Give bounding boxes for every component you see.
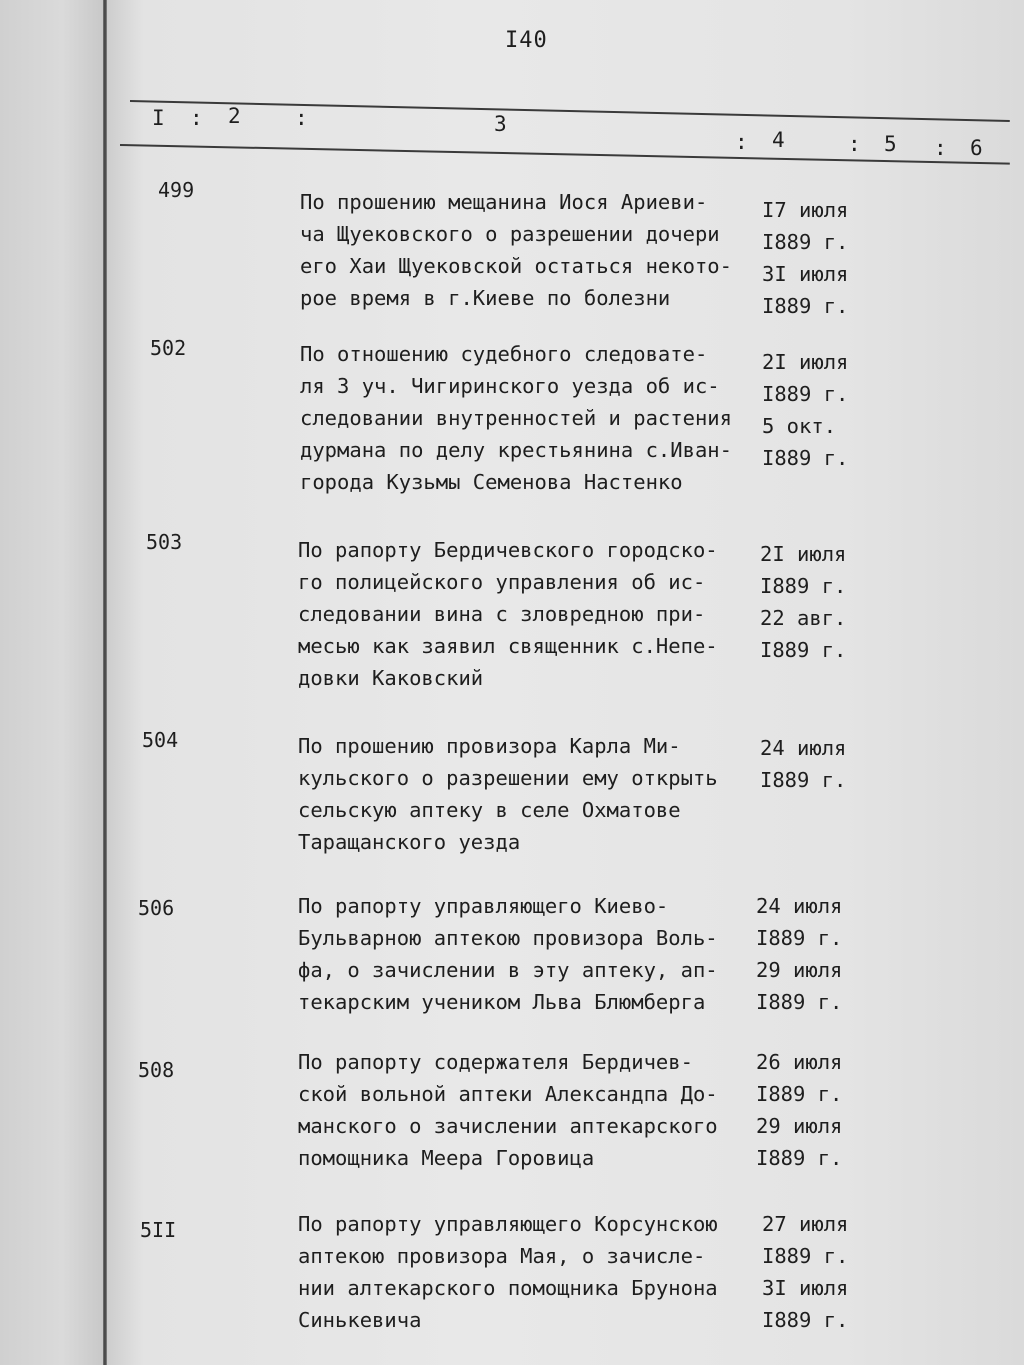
- date-line: 29 июля: [756, 1114, 843, 1138]
- column-separator: :: [295, 106, 308, 130]
- date-line: 26 июля: [756, 1050, 843, 1074]
- description-line: следовании вина с зловредною при-: [298, 602, 706, 626]
- entry-dates: [762, 1208, 848, 1336]
- date-line: I889 г.: [762, 1244, 849, 1268]
- description-line: его Хаи Щуековской остаться некото-: [300, 254, 732, 278]
- entry-dates: [762, 194, 848, 322]
- description-line: Бульварною аптекою провизора Воль-: [298, 926, 718, 950]
- date-line: I7 июля: [762, 198, 849, 222]
- date-line: 2I июля: [760, 542, 847, 566]
- entry-number: 5II: [140, 1218, 177, 1242]
- description-line: ча Щуековского о разрешении дочери: [300, 222, 720, 246]
- date-line: I889 г.: [760, 638, 847, 662]
- page-number: I40: [505, 28, 548, 53]
- date-line: I889 г.: [760, 768, 847, 792]
- entry-dates: [756, 890, 842, 1018]
- date-line: I889 г.: [762, 1308, 849, 1332]
- description-line: месью как заявил священник с.Непе-: [298, 634, 718, 658]
- description-line: го полицейского управления об ис-: [298, 570, 706, 594]
- entry-dates: [756, 1046, 842, 1174]
- date-line: I889 г.: [762, 230, 849, 254]
- entry-description: [300, 338, 732, 498]
- entry-number: 508: [138, 1058, 175, 1082]
- description-line: дурмана по делу крестьянина с.Иван-: [300, 438, 732, 462]
- description-line: По прошению мещанина Иося Ариеви-: [300, 190, 708, 214]
- entry-description: [298, 890, 718, 1018]
- date-line: I889 г.: [756, 1146, 843, 1170]
- column-header-5: 5: [884, 132, 897, 156]
- description-line: По рапорту Бердичевского городско-: [298, 538, 718, 562]
- description-line: По прошению провизора Карла Ми-: [298, 734, 681, 758]
- date-line: I889 г.: [756, 990, 843, 1014]
- date-line: I889 г.: [756, 926, 843, 950]
- date-line: I889 г.: [762, 446, 849, 470]
- description-line: рое время в г.Киеве по болезни: [300, 286, 671, 310]
- entry-description: [298, 1046, 718, 1174]
- entry-number: 504: [142, 728, 179, 752]
- entry-dates: [760, 732, 846, 796]
- description-line: помощника Меера Горовица: [298, 1146, 595, 1170]
- column-header-4: 4: [772, 128, 785, 152]
- description-line: аптекою провизора Мая, о зачисле-: [298, 1244, 706, 1268]
- entry-number: 503: [146, 530, 183, 554]
- entry-description: [298, 730, 718, 858]
- column-separator: :: [934, 136, 947, 160]
- description-line: Таращанского уезда: [298, 830, 521, 854]
- description-line: Синькевича: [298, 1308, 422, 1332]
- date-line: 24 июля: [756, 894, 843, 918]
- entry-number: 499: [158, 178, 195, 202]
- column-separator: :: [735, 130, 748, 154]
- description-line: кульского о разрешении ему открыть: [298, 766, 718, 790]
- date-line: I889 г.: [756, 1082, 843, 1106]
- description-line: По рапорту управляющего Корсунскою: [298, 1212, 718, 1236]
- date-line: I889 г.: [760, 574, 847, 598]
- column-separator: :: [848, 132, 861, 156]
- description-line: По отношению судебного следовате-: [300, 342, 708, 366]
- date-line: 24 июля: [760, 736, 847, 760]
- column-header-1: I: [152, 106, 165, 130]
- description-line: манского о зачислении аптекарского: [298, 1114, 718, 1138]
- description-line: фа, о зачислении в эту аптеку, ап-: [298, 958, 718, 982]
- date-line: 3I июля: [762, 1276, 849, 1300]
- column-header-3: 3: [494, 112, 507, 136]
- description-line: ля 3 уч. Чигиринского уезда об ис-: [300, 374, 720, 398]
- entry-description: [300, 186, 732, 314]
- date-line: 27 июля: [762, 1212, 849, 1236]
- description-line: По рапорту содержателя Бердичев-: [298, 1050, 693, 1074]
- entry-description: [298, 1208, 718, 1336]
- entry-dates: [760, 538, 846, 666]
- description-line: текарским учеником Льва Блюмберга: [298, 990, 706, 1014]
- date-line: 5 окт.: [762, 414, 837, 438]
- description-line: довки Каковский: [298, 666, 484, 690]
- description-line: ской вольной аптеки Александпа До-: [298, 1082, 718, 1106]
- entry-dates: [762, 346, 848, 474]
- description-line: По рапорту управляющего Киево-: [298, 894, 669, 918]
- date-line: I889 г.: [762, 294, 849, 318]
- date-line: 29 июля: [756, 958, 843, 982]
- date-line: 3I июля: [762, 262, 849, 286]
- entry-description: [298, 534, 718, 694]
- column-header-2: 2: [228, 104, 241, 128]
- date-line: I889 г.: [762, 382, 849, 406]
- date-line: 2I июля: [762, 350, 849, 374]
- description-line: нии алтекарского помощника Брунона: [298, 1276, 718, 1300]
- column-separator: :: [190, 106, 203, 130]
- entry-number: 506: [138, 896, 175, 920]
- description-line: сельскую аптеку в селе Охматове: [298, 798, 681, 822]
- description-line: города Кузьмы Семенова Настенко: [300, 470, 683, 494]
- description-line: следовании внутренностей и растения: [300, 406, 732, 430]
- column-header-6: 6: [970, 136, 983, 160]
- date-line: 22 авг.: [760, 606, 847, 630]
- entry-number: 502: [150, 336, 187, 360]
- facing-page-edge: [0, 0, 104, 1365]
